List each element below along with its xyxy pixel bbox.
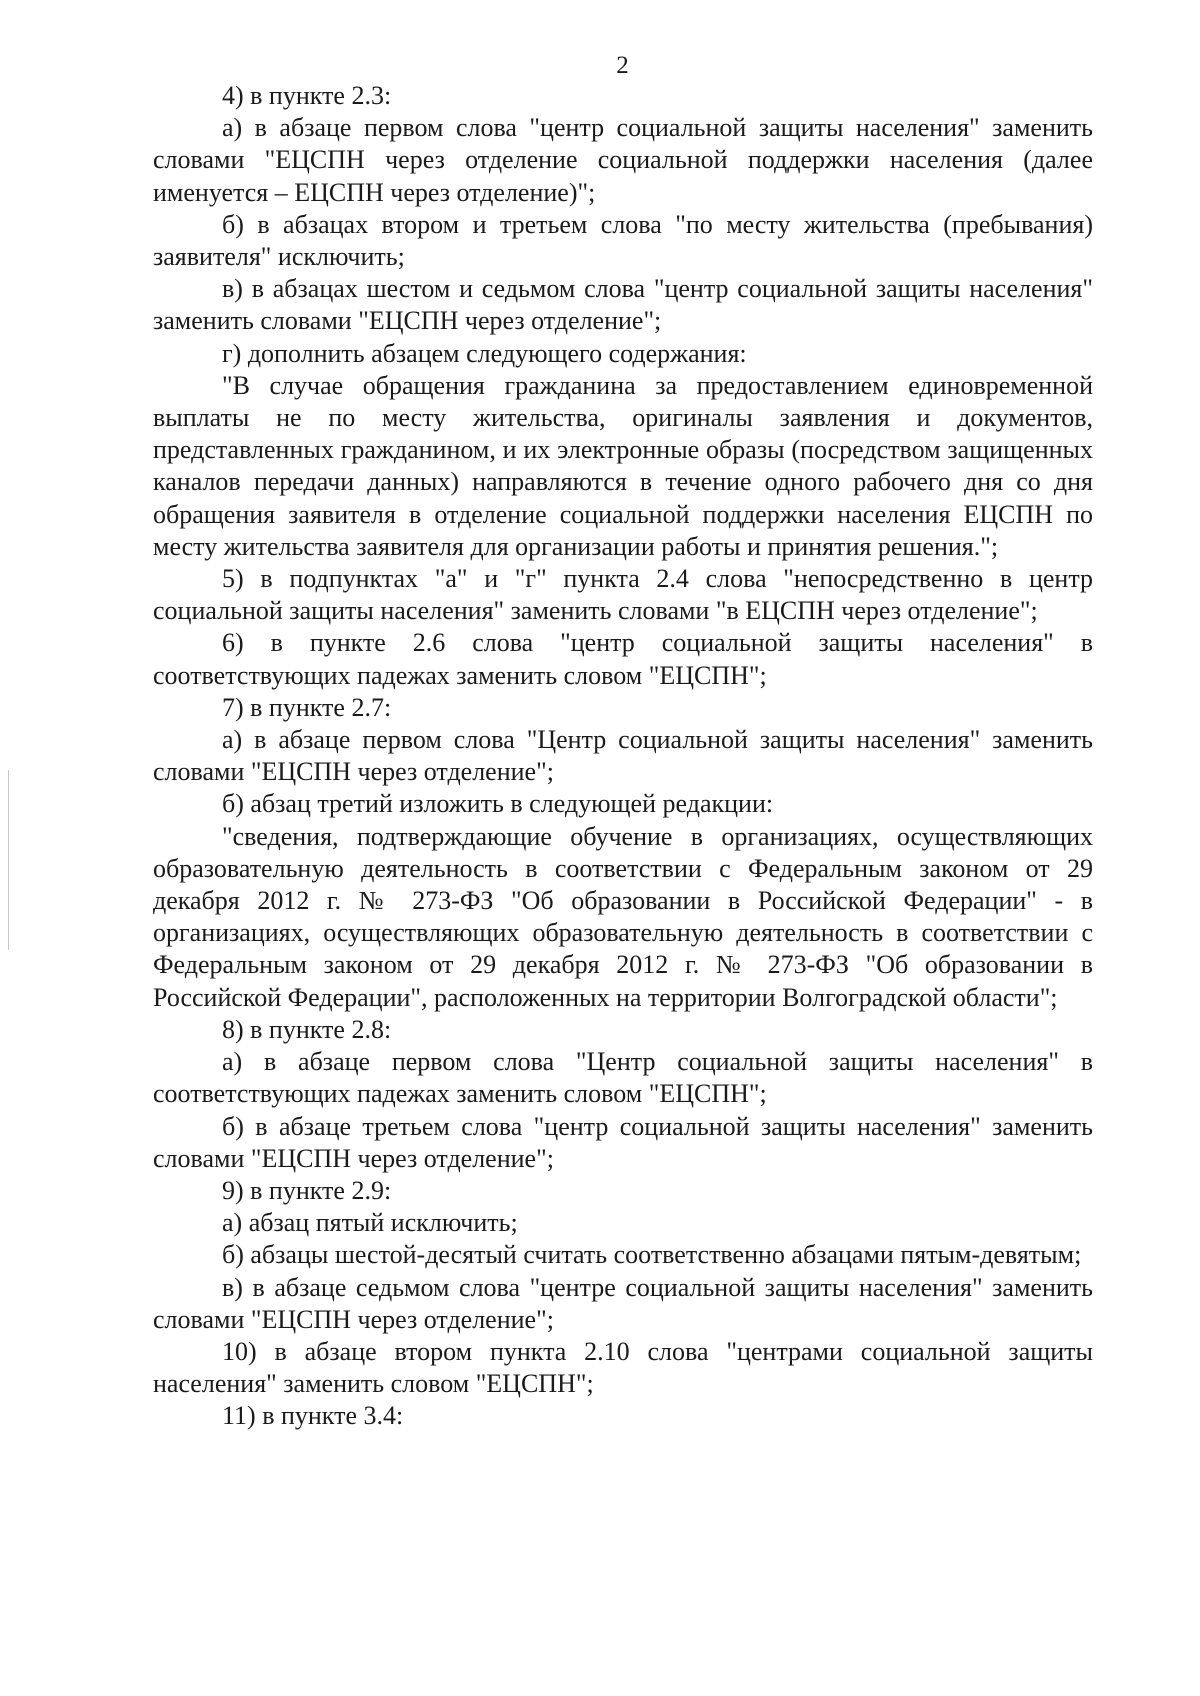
paragraph: б) в абзаце третьем слова "центр социальной защиты населения" заменить словами "ЕЦСПН через отделение";	[153, 1111, 1093, 1173]
paragraph: б) в абзацах втором и третьем слова "по месту жительства (пребывания) заявителя" исключить;	[153, 209, 1093, 272]
paragraph: б) абзац третий изложить в следующей редакции:	[222, 789, 774, 819]
paragraph: 5) в подпунктах "а" и "г" пункта 2.4 слова "непосредственно в центр социальной защиты населения" заменить словами "в ЕЦСПН через отделение";	[153, 564, 1093, 626]
paragraph: 11) в пункте 3.4:	[222, 1401, 404, 1431]
paragraph: "В случае обращения гражданина за предоставлением единовременной выплаты не по месту жительства, оригиналы заявления и документов, представленных гражданином, и их электронные образы (посредством защищенных каналов передачи данных) направляются в течение одного рабочего дня со дня обращения заявителя в отделение социальной поддержки населения ЕЦСПН по месту жительства заявителя для организации работы и принятия решения.";	[153, 370, 1093, 561]
paragraph: в) в абзаце седьмом слова "центре социальной защиты населения" заменить словами "ЕЦСПН через отделение";	[153, 1272, 1093, 1334]
paragraph: 10) в абзаце втором пункта 2.10 слова "центрами социальной защиты населения" заменить словом "ЕЦСПН";	[153, 1336, 1093, 1399]
paragraph: 4) в пункте 2.3:	[222, 81, 392, 110]
page-number: 2	[616, 52, 629, 79]
paragraph: г) дополнить абзацем следующего содержания:	[222, 338, 747, 368]
scan-edge-line	[8, 770, 9, 950]
paragraph: 6) в пункте 2.6 слова "центр социальной защиты населения" в соответствующих падежах заменить словом "ЕЦСПН";	[153, 628, 1093, 690]
paragraph: 9) в пункте 2.9:	[222, 1175, 392, 1205]
paragraph: а) в абзаце первом слова "Центр социальной защиты населения" заменить словами "ЕЦСПН через отделение";	[153, 725, 1093, 787]
paragraph: в) в абзацах шестом и седьмом слова "центр социальной защиты населения" заменить словами "ЕЦСПН через отделение";	[153, 274, 1093, 336]
paragraph: а) абзац пятый исключить;	[222, 1208, 518, 1238]
paragraph: "сведения, подтверждающие обучение в организациях, осуществляющих образовательную деятельность в соответствии с Федеральным законом от 29 декабря 2012 г. № 273-ФЗ "Об образовании в Российской Федерации" - в организациях, осуществляющих образовательную деятельность в соответствии с Федеральным законом от 29 декабря 2012 г. № 273-ФЗ "Об образовании в Российской Федерации", расположенных на территории Волгоградской области";	[153, 821, 1093, 1012]
paragraph: 7) в пункте 2.7:	[222, 692, 392, 722]
paragraph: а) в абзаце первом слова "центр социальной защиты населения" заменить словами "ЕЦСПН через отделение социальной поддержки населения (далее именуется – ЕЦСПН через отделение)";	[153, 113, 1093, 207]
paragraph: а) в абзаце первом слова "Центр социальной защиты населения" в соответствующих падежах заменить словом "ЕЦСПН";	[153, 1047, 1093, 1109]
paragraph: б) абзацы шестой-десятый считать соответственно абзацами пятым-девятым;	[222, 1240, 1082, 1270]
document-body	[153, 80, 1093, 1433]
paragraph: 8) в пункте 2.8:	[222, 1014, 392, 1044]
